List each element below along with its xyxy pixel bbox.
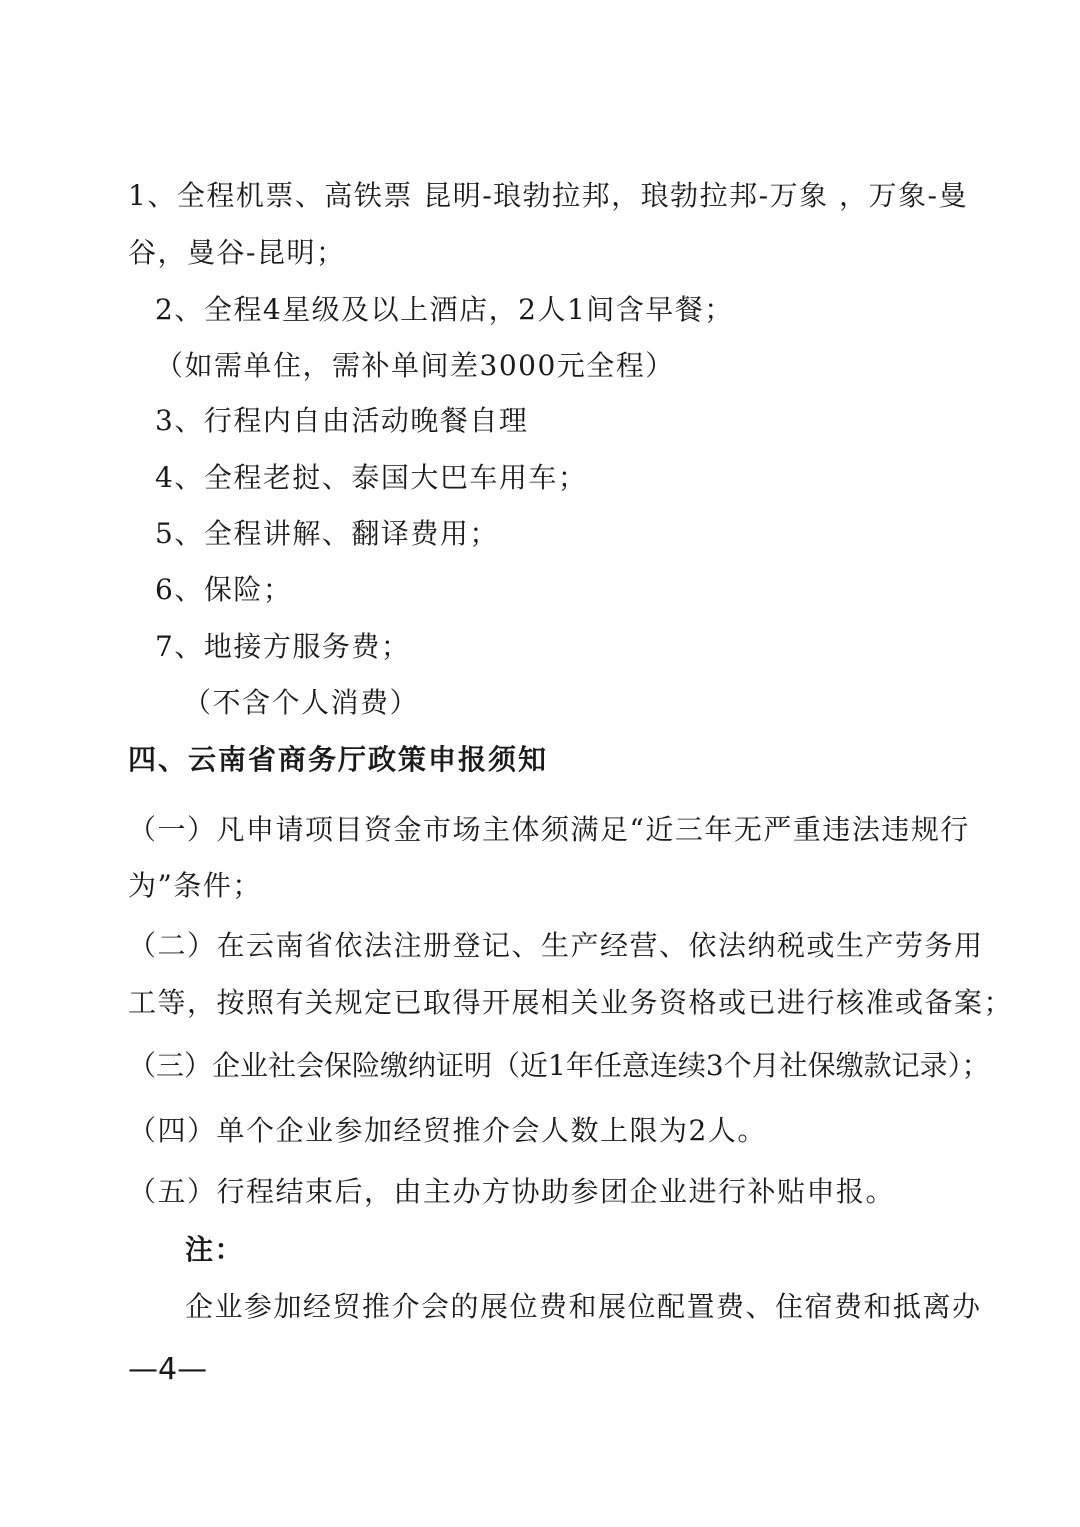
line-service-fee: 7、地接方服务费； xyxy=(155,630,411,663)
line-hotel: 2、全程4星级及以上酒店，2人1间含早餐； xyxy=(155,293,734,326)
line-free-dinner: 3、行程内自由活动晚餐自理 xyxy=(155,404,529,437)
line-policy-3: （三）企业社会保险缴纳证明（近1年任意连续3个月社保缴款记录）； xyxy=(128,1049,990,1082)
line-ticket-items: 1、全程机票、高铁票 昆明-琅勃拉邦，琅勃拉邦-万象 ，万象-曼 xyxy=(128,179,969,212)
line-policy-1-cont: 为”条件； xyxy=(128,869,262,902)
line-policy-4: （四）单个企业参加经贸推介会人数上限为2人。 xyxy=(128,1114,767,1147)
line-guide: 5、全程讲解、翻译费用； xyxy=(155,517,499,550)
section-heading-policy: 四、云南省商务厅政策申报须知 xyxy=(128,743,549,776)
note-label: 注： xyxy=(185,1233,245,1266)
line-exclusion: （不含个人消费） xyxy=(183,686,420,719)
page-number: —4— xyxy=(128,1352,208,1387)
line-insurance: 6、保险； xyxy=(155,573,293,606)
line-policy-2-cont: 工等，按照有关规定已取得开展相关业务资格或已进行核准或备案； xyxy=(128,986,1014,1019)
line-bus: 4、全程老挝、泰国大巴车用车； xyxy=(155,461,588,494)
line-policy-2: （二）在云南省依法注册登记、生产经营、依法纳税或生产劳务用 xyxy=(128,929,984,962)
line-note-text: 企业参加经贸推介会的展位费和展位配置费、住宿费和抵离办 xyxy=(185,1290,982,1323)
line-policy-1: （一）凡申请项目资金市场主体须满足“近三年无严重违法违规行 xyxy=(128,813,970,846)
line-ticket-items-cont: 谷，曼谷-昆明； xyxy=(128,236,346,269)
line-policy-5: （五）行程结束后，由主办方协助参团企业进行补贴申报。 xyxy=(128,1175,896,1208)
line-single-room-note: （如需单住，需补单间差3000元全程） xyxy=(155,349,675,382)
